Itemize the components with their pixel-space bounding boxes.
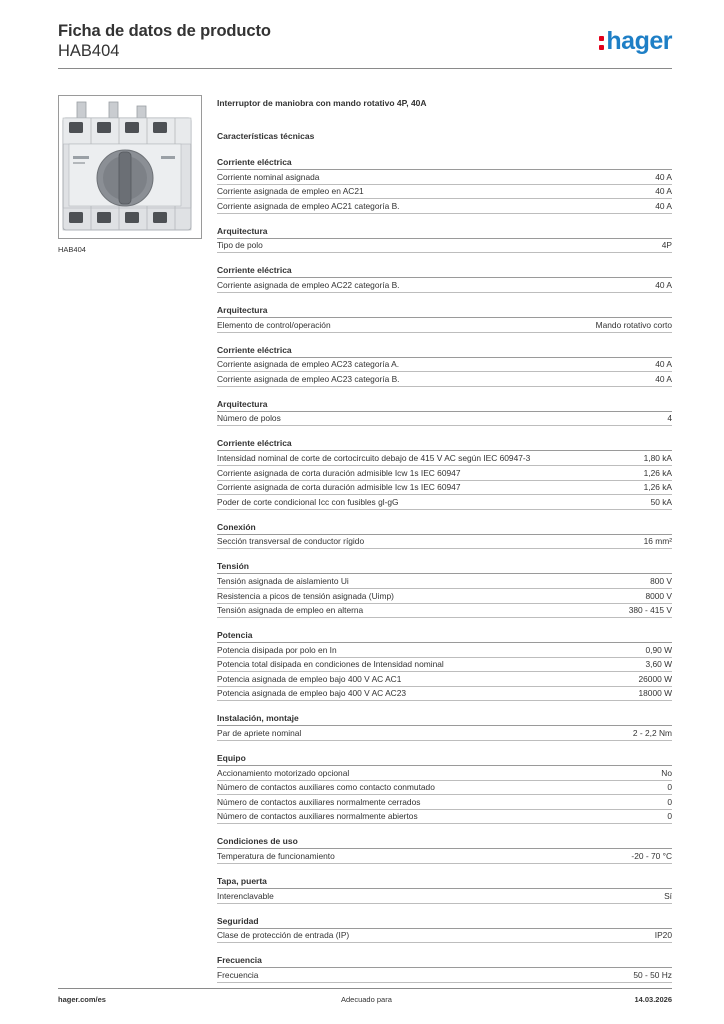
- section-title: Corriente eléctrica: [217, 436, 672, 451]
- header-divider: [58, 68, 672, 69]
- spec-label: Intensidad nominal de corte de cortocircuito debajo de 415 V AC según IEC 60947-3: [217, 452, 531, 463]
- spec-row: [217, 481, 672, 496]
- section-title: Equipo: [217, 751, 672, 766]
- spec-value: Mando rotativo corto: [595, 319, 672, 330]
- spec-section: [217, 628, 672, 701]
- spec-value: No: [661, 767, 672, 778]
- spec-label: Corriente nominal asignada: [217, 171, 320, 182]
- rotary-switch-image: [59, 96, 201, 238]
- logo-dots-icon: [599, 28, 605, 48]
- spec-value: Sí: [664, 890, 672, 901]
- spec-label: Sección transversal de conductor rígido: [217, 536, 365, 547]
- spec-row: [217, 495, 672, 510]
- hager-logo[interactable]: [599, 28, 672, 54]
- spec-label: Potencia disipada por polo en In: [217, 644, 337, 655]
- technical-characteristics-heading: Características técnicas: [217, 131, 315, 141]
- spec-section: [217, 436, 672, 509]
- spec-value: 1,26 kA: [643, 467, 672, 478]
- footer-date: 14.03.2026: [634, 995, 672, 1004]
- spec-value: 40 A: [655, 200, 672, 211]
- spec-label: Corriente asignada de empleo AC21 categoría B.: [217, 200, 400, 211]
- spec-row: [217, 658, 672, 673]
- spec-row: [217, 466, 672, 481]
- spec-row: [217, 672, 672, 687]
- spec-value: 3,60 W: [645, 659, 672, 670]
- section-title: Instalación, montaje: [217, 711, 672, 726]
- spec-section: [217, 711, 672, 741]
- spec-row: [217, 535, 672, 550]
- spec-row: [217, 199, 672, 214]
- spec-label: Potencia total disipada en condiciones de Intensidad nominal: [217, 659, 444, 670]
- section-title: Conexión: [217, 520, 672, 535]
- spec-value: 1,80 kA: [643, 452, 672, 463]
- spec-section: [217, 834, 672, 864]
- section-title: Corriente eléctrica: [217, 263, 672, 278]
- product-image: [58, 95, 202, 239]
- image-caption: HAB404: [58, 245, 86, 254]
- spec-value: 1,26 kA: [643, 482, 672, 493]
- spec-value: 4P: [661, 240, 672, 251]
- spec-section: [217, 751, 672, 824]
- spec-row: [217, 766, 672, 781]
- spec-label: Tensión asignada de aislamiento Ui: [217, 575, 349, 586]
- spec-value: IP20: [654, 930, 672, 941]
- section-title: Seguridad: [217, 914, 672, 929]
- spec-label: Corriente asignada de empleo AC23 categoría A.: [217, 359, 400, 370]
- spec-value: 50 kA: [650, 496, 672, 507]
- section-title: Frecuencia: [217, 953, 672, 968]
- spec-row: [217, 185, 672, 200]
- spec-value: 800 V: [650, 575, 672, 586]
- spec-label: Accionamiento motorizado opcional: [217, 767, 350, 778]
- spec-value: 40 A: [655, 359, 672, 370]
- spec-label: Número de polos: [217, 413, 281, 424]
- spec-section: [217, 953, 672, 983]
- spec-row: [217, 574, 672, 589]
- spec-section: [217, 263, 672, 293]
- spec-row: [217, 968, 672, 983]
- footer-website-link[interactable]: hager.com/es: [58, 995, 106, 1004]
- spec-label: Potencia asignada de empleo bajo 400 V AC AC23: [217, 688, 407, 699]
- spec-row: [217, 412, 672, 427]
- spec-value: 0: [667, 782, 672, 793]
- spec-value: 0: [667, 811, 672, 822]
- spec-label: Frecuencia: [217, 969, 259, 980]
- spec-row: [217, 170, 672, 185]
- spec-label: Corriente asignada de corta duración admisible Icw 1s IEC 60947: [217, 482, 461, 493]
- spec-section: [217, 155, 672, 214]
- spec-label: Interenclavable: [217, 890, 274, 901]
- spec-row: [217, 726, 672, 741]
- spec-label: Corriente asignada de empleo AC22 categoría B.: [217, 279, 400, 290]
- spec-value: 40 A: [655, 186, 672, 197]
- spec-section: [217, 343, 672, 387]
- section-title: Corriente eléctrica: [217, 155, 672, 170]
- document-title: Ficha de datos de producto: [58, 22, 271, 40]
- spec-value: 40 A: [655, 171, 672, 182]
- spec-row: [217, 849, 672, 864]
- spec-label: Corriente asignada de empleo en AC21: [217, 186, 364, 197]
- specifications: [217, 96, 672, 983]
- spec-value: 18000 W: [638, 688, 672, 699]
- spec-label: Temperatura de funcionamiento: [217, 851, 335, 862]
- spec-value: 2 - 2,2 Nm: [632, 728, 672, 739]
- spec-row: [217, 604, 672, 619]
- spec-section: [217, 303, 672, 333]
- spec-row: [217, 318, 672, 333]
- logo-text: hager: [606, 27, 672, 55]
- section-title: Arquitectura: [217, 397, 672, 412]
- spec-sections: [217, 155, 672, 983]
- spec-label: Potencia asignada de empleo bajo 400 V AC AC1: [217, 673, 402, 684]
- spec-value: 4: [667, 413, 672, 424]
- section-title: Potencia: [217, 628, 672, 643]
- section-title: Arquitectura: [217, 224, 672, 239]
- spec-row: [217, 781, 672, 796]
- spec-label: Poder de corte condicional Icc con fusibles gl-gG: [217, 496, 399, 507]
- spec-row: [217, 810, 672, 825]
- spec-value: -20 - 70 °C: [631, 851, 672, 862]
- spec-label: Corriente asignada de empleo AC23 categoría B.: [217, 373, 400, 384]
- spec-value: 8000 V: [645, 590, 672, 601]
- spec-label: Clase de protección de entrada (IP): [217, 930, 350, 941]
- spec-row: [217, 372, 672, 387]
- spec-label: Número de contactos auxiliares como contacto conmutado: [217, 782, 435, 793]
- spec-value: 0,90 W: [645, 644, 672, 655]
- spec-label: Número de contactos auxiliares normalmente abiertos: [217, 811, 418, 822]
- spec-row: [217, 889, 672, 904]
- spec-label: Tensión asignada de empleo en alterna: [217, 605, 364, 616]
- spec-row: [217, 795, 672, 810]
- spec-label: Corriente asignada de corta duración admisible Icw 1s IEC 60947: [217, 467, 461, 478]
- product-description: Interruptor de maniobra con mando rotativo 4P, 40A: [217, 98, 427, 108]
- spec-section: [217, 520, 672, 550]
- spec-section: [217, 914, 672, 944]
- spec-label: Elemento de control/operación: [217, 319, 331, 330]
- spec-value: 50 - 50 Hz: [633, 969, 672, 980]
- spec-value: 40 A: [655, 279, 672, 290]
- spec-row: [217, 589, 672, 604]
- spec-value: 380 - 415 V: [628, 605, 672, 616]
- spec-row: [217, 358, 672, 373]
- section-title: Condiciones de uso: [217, 834, 672, 849]
- spec-section: [217, 397, 672, 427]
- spec-section: [217, 559, 672, 618]
- spec-row: [217, 643, 672, 658]
- product-code: HAB404: [58, 42, 120, 60]
- footer-divider: [58, 988, 672, 989]
- spec-row: [217, 451, 672, 466]
- spec-row: [217, 929, 672, 944]
- spec-row: [217, 239, 672, 254]
- spec-label: Tipo de polo: [217, 240, 263, 251]
- spec-value: 16 mm²: [643, 536, 672, 547]
- spec-label: Resistencia a picos de tensión asignada (Uimp): [217, 590, 394, 601]
- spec-section: [217, 224, 672, 254]
- spec-row: [217, 278, 672, 293]
- section-title: Tensión: [217, 559, 672, 574]
- section-title: Corriente eléctrica: [217, 343, 672, 358]
- spec-value: 40 A: [655, 373, 672, 384]
- spec-label: Par de apriete nominal: [217, 728, 302, 739]
- spec-row: [217, 687, 672, 702]
- spec-value: 26000 W: [638, 673, 672, 684]
- page-header: [58, 21, 672, 71]
- spec-label: Número de contactos auxiliares normalmente cerrados: [217, 796, 421, 807]
- spec-section: [217, 874, 672, 904]
- section-title: Tapa, puerta: [217, 874, 672, 889]
- spec-value: 0: [667, 796, 672, 807]
- footer-note: Adecuado para: [341, 995, 392, 1004]
- section-title: Arquitectura: [217, 303, 672, 318]
